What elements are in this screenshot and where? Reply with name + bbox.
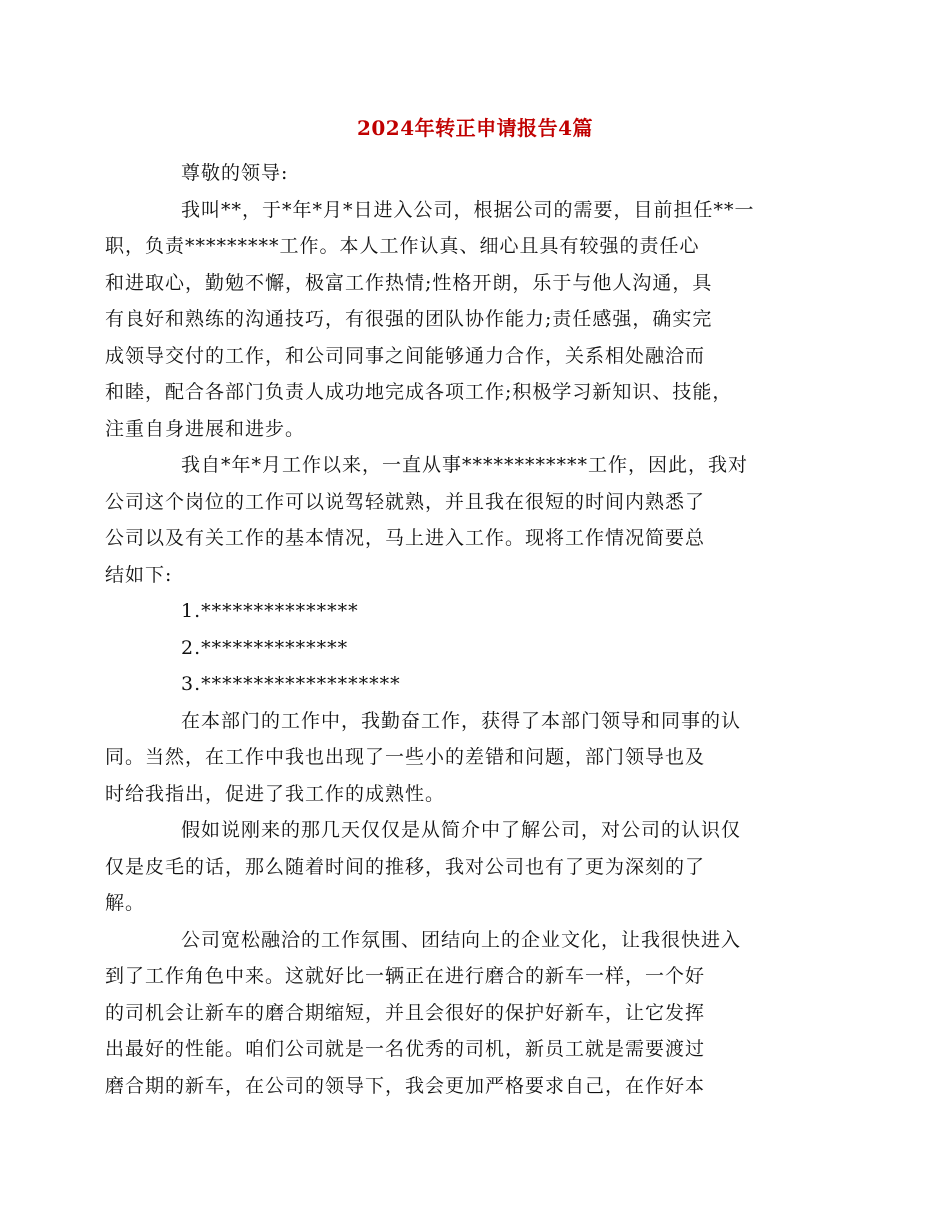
paragraph-2 [105,447,815,593]
paragraph-line: 我叫**，于*年*月*日进入公司，根据公司的需要，目前担任**一 [181,198,755,221]
document-title: 2024年转正申请报告4篇 [356,116,594,140]
paragraph-5 [105,922,815,1105]
paragraph-1 [105,192,815,448]
paragraph-line: 公司这个岗位的工作可以说驾轻就熟，并且我在很短的时间内熟悉了 [105,490,706,513]
list-item: 1.*************** [181,600,359,622]
paragraph-line: 解。 [105,892,146,914]
paragraph-3 [105,703,815,813]
document-body [105,155,815,1104]
paragraph-line: 的司机会让新车的磨合期缩短，并且会很好的保护好新车，让它发挥 [105,1001,706,1024]
paragraph-line: 到了工作角色中来。这就好比一辆正在进行磨合的新车一样，一个好 [105,965,706,987]
paragraph-4 [105,812,815,922]
list-item: 3.******************* [181,673,401,695]
paragraph-line: 同。当然，在工作中我也出现了一些小的差错和问题，部门领导也及 [105,746,706,768]
paragraph-line: 出最好的性能。咱们公司就是一名优秀的司机，新员工就是需要渡过 [105,1038,706,1060]
paragraph-line: 仅是皮毛的话，那么随着时间的推移，我对公司也有了更为深刻的了 [105,855,706,878]
paragraph-line: 假如说刚来的那几天仅仅是从简介中了解公司，对公司的认识仅 [181,819,742,841]
paragraph-line: 和睦，配合各部门负责人成功地完成各项工作;积极学习新知识、技能， [105,381,733,403]
list-item: 2.************** [181,636,349,659]
paragraph-line: 在本部门的工作中，我勤奋工作，获得了本部门领导和同事的认 [181,709,742,732]
paragraph-line: 时给我指出，促进了我工作的成熟性。 [105,782,446,805]
salutation: 尊敬的领导: [181,162,289,184]
paragraph-line: 公司宽松融洽的工作氛围、团结向上的企业文化，让我很快进入 [181,928,742,951]
paragraph-line: 成领导交付的工作，和公司同事之间能够通力合作，关系相处融洽而 [105,344,706,367]
paragraph-line: 结如下: [105,563,173,586]
paragraph-line: 我自*年*月工作以来，一直从事************工作，因此，我对 [181,454,749,476]
paragraph-line: 有良好和熟练的沟通技巧，有很强的团队协作能力;责任感强，确实完 [105,308,713,330]
paragraph-line: 磨合期的新车，在公司的领导下，我会更加严格要求自己，在作好本 [105,1074,706,1097]
paragraph-line: 公司以及有关工作的基本情况，马上进入工作。现将工作情况简要总 [105,527,706,549]
paragraph-line: 职，负责*********工作。本人工作认真、细心且具有较强的责任心 [105,235,700,257]
paragraph-line: 注重自身进展和进步。 [105,417,306,440]
paragraph-line: 和进取心，勤勉不懈，极富工作热情;性格开朗，乐于与他人沟通，具 [105,271,713,294]
